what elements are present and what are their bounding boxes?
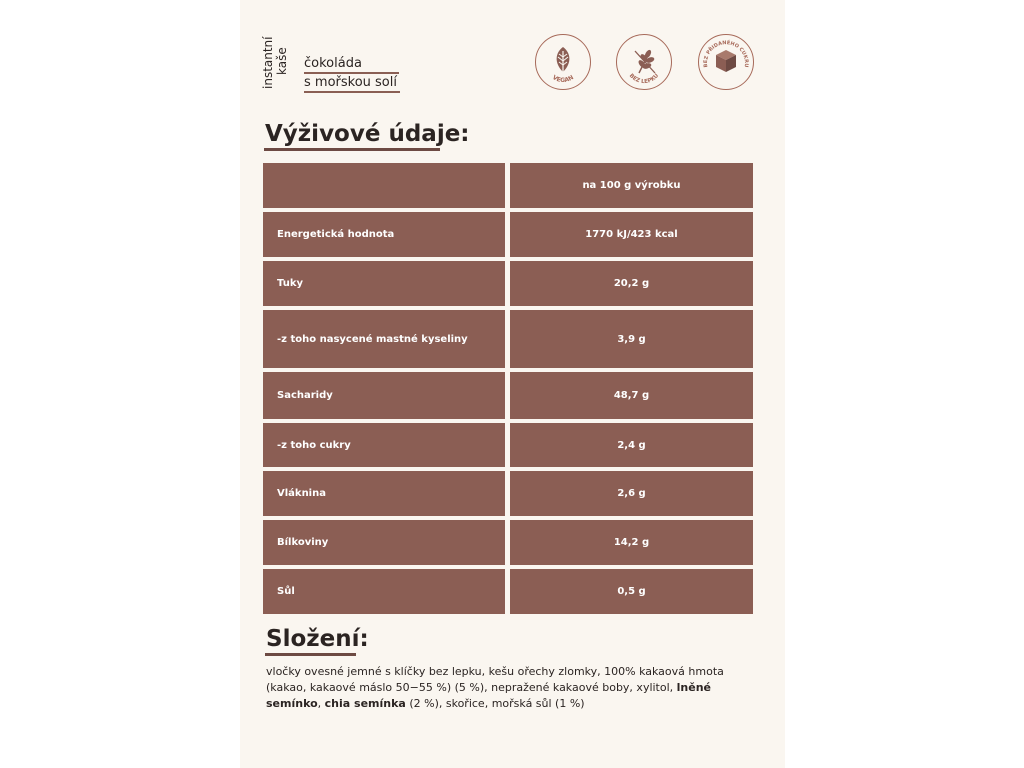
no-added-sugar-badge <box>698 34 754 90</box>
nutrition-title: Výživové údaje: <box>265 121 470 147</box>
row-label: -z toho nasycené mastné kyseliny <box>263 310 505 368</box>
category-line-1: instantní <box>261 36 275 89</box>
table-header-value: na 100 g výrobku <box>510 163 753 208</box>
ingredients-title: Složení: <box>266 626 369 652</box>
row-label: Sůl <box>263 569 505 614</box>
row-label: Tuky <box>263 261 505 306</box>
table-row <box>263 423 753 467</box>
gluten-free-badge-text <box>617 35 671 89</box>
row-value: 48,7 g <box>510 372 753 419</box>
product-name-line-2: s mořskou solí <box>304 75 400 93</box>
ingredients-bold-1: lněné semínko <box>266 681 712 710</box>
nutrition-title-underline <box>264 148 440 151</box>
vegan-badge <box>535 34 591 90</box>
product-name-line-1: čokoláda <box>304 56 399 74</box>
no-added-sugar-badge-text <box>699 35 753 89</box>
gluten-free-badge <box>616 34 672 90</box>
svg-text:BEZ PŘIDANÉHO CUKRU: BEZ PŘIDANÉHO CUKRU <box>702 40 750 68</box>
row-value: 0,5 g <box>510 569 753 614</box>
row-label: Energetická hodnota <box>263 212 505 257</box>
row-value: 1770 kJ/423 kcal <box>510 212 753 257</box>
row-value: 14,2 g <box>510 520 753 565</box>
table-header-label <box>263 163 505 208</box>
ingredients-title-underline <box>265 653 356 656</box>
svg-text:VEGAN: VEGAN <box>551 73 575 85</box>
ingredients-text <box>266 664 736 712</box>
row-value: 20,2 g <box>510 261 753 306</box>
row-value: 2,6 g <box>510 471 753 516</box>
table-row <box>263 520 753 565</box>
table-row <box>263 212 753 257</box>
vegan-badge-text <box>536 35 590 89</box>
svg-text:BEZ LEPKU: BEZ LEPKU <box>627 72 661 86</box>
ingredients-part-3: (2 %), skořice, mořská sůl (1 %) <box>405 697 585 710</box>
row-value: 3,9 g <box>510 310 753 368</box>
ingredients-part-1: vločky ovesné jemné s klíčky bez lepku, kešu ořechy zlomky, 100% kakaová hmota (kakao, kakaové máslo 50−55 %) (5 %), nepražené kakaové boby, xylitol, <box>266 665 724 694</box>
product-name <box>304 56 400 93</box>
table-row <box>263 372 753 419</box>
row-value: 2,4 g <box>510 423 753 467</box>
table-row <box>263 471 753 516</box>
row-label: Bílkoviny <box>263 520 505 565</box>
table-header-row <box>263 163 753 208</box>
table-row <box>263 310 753 368</box>
category-line-2: kaše <box>275 47 289 75</box>
ingredients-part-2: , <box>317 697 325 710</box>
table-row <box>263 261 753 306</box>
row-label: -z toho cukry <box>263 423 505 467</box>
category-label <box>262 33 302 93</box>
table-row <box>263 569 753 614</box>
row-label: Vláknina <box>263 471 505 516</box>
row-label: Sacharidy <box>263 372 505 419</box>
ingredients-bold-2: chia semínka <box>324 697 406 710</box>
